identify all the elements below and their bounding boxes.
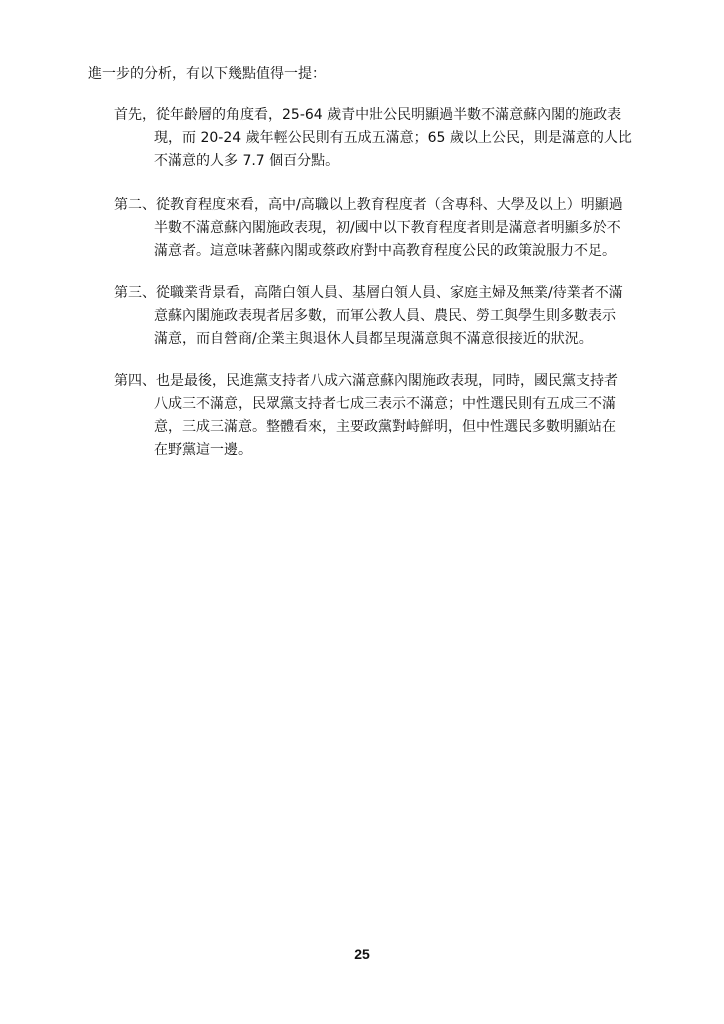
- point-line: 半數不滿意蘇內閣施政表現，初/國中以下教育程度者則是滿意者明顯多於不: [154, 220, 621, 236]
- point-line: 第四、也是最後，民進黨支持者八成六滿意蘇內閣施政表現，同時，國民黨支持者: [114, 373, 618, 389]
- intro-paragraph: 進一步的分析，有以下幾點值得一提：: [88, 66, 326, 82]
- point-line: 第二、從教育程度來看，高中/高職以上教育程度者（含專科、大學及以上）明顯過: [114, 197, 623, 213]
- page-number: 25: [354, 946, 370, 962]
- point-line: 第三、從職業背景看，高階白領人員、基層白領人員、家庭主婦及無業/待業者不滿: [114, 285, 623, 301]
- point-line: 在野黨這一邊。: [154, 442, 252, 458]
- point-line: 不滿意的人多 7.7 個百分點。: [154, 153, 340, 169]
- point-second: [114, 194, 654, 263]
- point-line: 滿意，而自營商/企業主與退休人員都呈現滿意與不滿意很接近的狀況。: [154, 331, 593, 347]
- point-line: 首先，從年齡層的角度看，25-64 歲青中壯公民明顯過半數不滿意蘇內閣的施政表: [114, 107, 622, 123]
- point-line: 意蘇內閣施政表現者居多數，而軍公教人員、農民、勞工與學生則多數表示: [154, 308, 616, 324]
- point-line: 滿意者。這意味著蘇內閣或蔡政府對中高教育程度公民的政策說服力不足。: [154, 243, 616, 259]
- point-third: [114, 282, 654, 351]
- point-line: 八成三不滿意，民眾黨支持者七成三表示不滿意；中性選民則有五成三不滿: [154, 396, 616, 412]
- point-first: [114, 104, 654, 173]
- point-fourth: [114, 370, 654, 462]
- point-line: 意，三成三滿意。整體看來，主要政黨對峙鮮明，但中性選民多數明顯站在: [154, 419, 616, 435]
- point-line: 現，而 20-24 歲年輕公民則有五成五滿意；65 歲以上公民，則是滿意的人比: [154, 130, 632, 146]
